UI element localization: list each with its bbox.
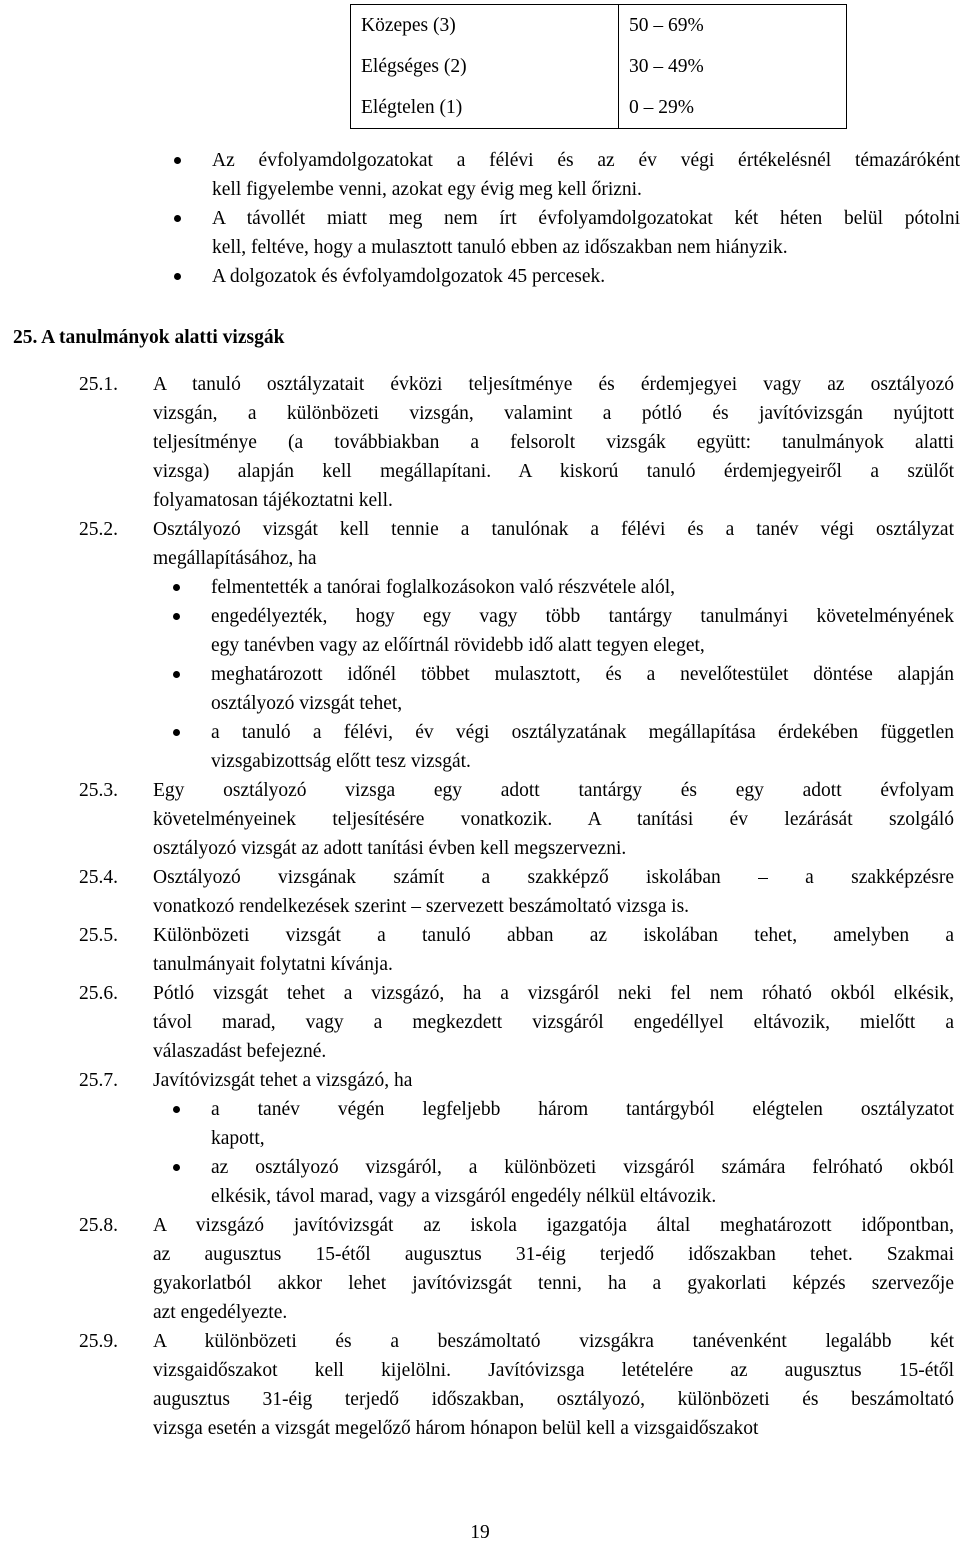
item-line: Pótló vizsgát tehet a vizsgázó, ha a vizsgáról neki fel nem róható okból elkésik, [153, 983, 954, 1004]
bullet-item [160, 204, 960, 262]
item-text [153, 921, 954, 979]
item-line: gyakorlatból akkor lehet javítóvizsgát tenni, ha a gyakorlati képzés szervezője [153, 1273, 954, 1294]
item-text [153, 979, 954, 1066]
sub-bullet-list [153, 573, 954, 776]
item-line: az augusztus 15-étől augusztus 31-éig terjedő időszakban tehet. Szakmai [153, 1244, 954, 1265]
item-line: A tanuló osztályzatait évközi teljesítménye és érdemjegyei vagy az osztályozó [153, 374, 954, 395]
grade-range: 0 – 29% [619, 87, 847, 129]
grade-range: 30 – 49% [619, 46, 847, 87]
bullet-item [160, 262, 960, 291]
item-line: Különbözeti vizsgát a tanuló abban az iskolában tehet, amelyben a [153, 925, 954, 946]
grade-table [350, 4, 847, 129]
sub-bullet-item [153, 1095, 954, 1153]
bullet-line: egy tanévben vagy az előírtnál rövidebb idő alatt tegyen eleget, [211, 635, 705, 656]
item-line: vizsga) alapján kell megállapítani. A kiskorú tanuló érdemjegyeiről a szülőt [153, 461, 954, 482]
item-line: A vizsgázó javítóvizsgát az iskola igazgatója által meghatározott időpontban, [153, 1215, 954, 1236]
numbered-item [79, 515, 959, 776]
grade-label: Elégséges (2) [351, 46, 619, 87]
item-line: Egy osztályozó vizsga egy adott tantárgy és egy adott évfolyam [153, 780, 954, 801]
bullet-line: meghatározott időnél többet mulasztott, és a nevelőtestület döntése alapján [211, 664, 954, 685]
numbered-item [79, 370, 959, 515]
item-line: válaszadást befejezné. [153, 1041, 327, 1062]
bullet-item [160, 146, 960, 204]
item-line: vizsgán, a különbözeti vizsgán, valamint a pótló és javítóvizsgán nyújtott [153, 403, 954, 424]
top-bullet-list [160, 146, 960, 291]
item-text [153, 863, 954, 921]
bullet-line: kapott, [211, 1128, 265, 1149]
item-line: osztályozó vizsgát az adott tanítási évben kell megszervezni. [153, 838, 627, 859]
bullet-line: engedélyezték, hogy egy vagy több tantárgy tanulmányi követelményének [211, 606, 954, 627]
bullet-line: A távollét miatt meg nem írt évfolyamdolgozatokat két héten belül pótolni [212, 208, 960, 229]
item-line: folyamatosan tájékoztatni kell. [153, 490, 393, 511]
sub-bullet-item [153, 602, 954, 660]
numbered-item [79, 1211, 959, 1327]
item-line: A különbözeti és a beszámoltató vizsgákra tanévenként legalább két [153, 1331, 954, 1352]
item-number: 25.4. [79, 867, 118, 888]
item-line: megállapításához, ha [153, 548, 317, 569]
sub-bullet-list [153, 1095, 954, 1211]
item-line: vizsga esetén a vizsgát megelőző három hónapon belül kell a vizsgaidőszakot [153, 1418, 759, 1439]
item-text [153, 1327, 954, 1443]
grade-table-body [351, 5, 847, 129]
numbered-item [79, 1066, 959, 1211]
bullet-line: felmentették a tanórai foglalkozásokon való részvétele alól, [211, 577, 676, 598]
item-line: Osztályozó vizsgának számít a szakképző iskolában – a szakképzésre [153, 867, 954, 888]
item-line: Javítóvizsgát tehet a vizsgázó, ha [153, 1070, 413, 1091]
grade-row [351, 5, 847, 47]
item-line: követelményeinek teljesítésére vonatkozik. A tanítási év lezárását szolgáló [153, 809, 954, 830]
item-text [153, 370, 954, 515]
bullet-line: kell figyelembe venni, azokat egy évig meg kell őrizni. [212, 179, 642, 200]
bullet-line: A dolgozatok és évfolyamdolgozatok 45 percesek. [212, 266, 606, 287]
item-text [153, 1211, 954, 1327]
bullet-line: az osztályozó vizsgáról, a különbözeti vizsgáról számára felróható okból [211, 1157, 954, 1178]
page-number: 19 [470, 1522, 490, 1543]
item-number: 25.9. [79, 1331, 118, 1352]
item-number: 25.7. [79, 1070, 118, 1091]
item-line: távol marad, vagy a megkezdett vizsgáról engedéllyel eltávozik, mielőtt a [153, 1012, 954, 1033]
item-text [153, 776, 954, 863]
item-number: 25.6. [79, 983, 118, 1004]
numbered-item [79, 863, 959, 921]
item-text [153, 515, 954, 573]
item-number: 25.5. [79, 925, 118, 946]
item-number: 25.3. [79, 780, 118, 801]
item-line: azt engedélyezte. [153, 1302, 288, 1323]
bullet-line: elkésik, távol marad, vagy a vizsgáról engedély nélkül eltávozik. [211, 1186, 717, 1207]
numbered-items [79, 370, 959, 1443]
numbered-item [79, 921, 959, 979]
numbered-item [79, 776, 959, 863]
item-line: tanulmányait folytatni kívánja. [153, 954, 393, 975]
bullet-line: a tanuló a félévi, év végi osztályzatának megállapítása érdekében független [211, 722, 954, 743]
item-line: augusztus 31-éig terjedő időszakban, osztályozó, különbözeti és beszámoltató [153, 1389, 954, 1410]
item-line: Osztályozó vizsgát kell tennie a tanulónak a félévi és a tanév végi osztályzat [153, 519, 954, 540]
grade-label: Elégtelen (1) [351, 87, 619, 129]
bullet-line: vizsgabizottság előtt tesz vizsgát. [211, 751, 471, 772]
sub-bullet-item [153, 660, 954, 718]
grade-row [351, 87, 847, 129]
bullet-line: Az évfolyamdolgozatokat a félévi és az év végi értékelésnél témazáróként [212, 150, 960, 171]
bullet-line: a tanév végén legfeljebb három tantárgyból elégtelen osztályzatot [211, 1099, 954, 1120]
numbered-item [79, 979, 959, 1066]
bullet-line: kell, feltéve, hogy a mulasztott tanuló ebben az időszakban nem hiányzik. [212, 237, 788, 258]
sub-bullet-item [153, 573, 954, 602]
section-heading: 25. A tanulmányok alatti vizsgák [13, 327, 285, 348]
item-number: 25.1. [79, 374, 118, 395]
item-line: teljesítménye (a továbbiakban a felsorolt vizsgák együtt: tanulmányok alatti [153, 432, 954, 453]
bullet-line: osztályozó vizsgát tehet, [211, 693, 403, 714]
item-line: vizsgaidőszakot kell kijelölni. Javítóvizsga letételére az augusztus 15-étől [153, 1360, 954, 1381]
numbered-item [79, 1327, 959, 1443]
sub-bullet-item [153, 718, 954, 776]
item-text [153, 1066, 954, 1095]
sub-bullet-item [153, 1153, 954, 1211]
item-line: vonatkozó rendelkezések szerint – szervezett beszámoltató vizsga is. [153, 896, 690, 917]
item-number: 25.2. [79, 519, 118, 540]
grade-label: Közepes (3) [351, 5, 619, 47]
grade-row [351, 46, 847, 87]
grade-range: 50 – 69% [619, 5, 847, 47]
item-number: 25.8. [79, 1215, 118, 1236]
